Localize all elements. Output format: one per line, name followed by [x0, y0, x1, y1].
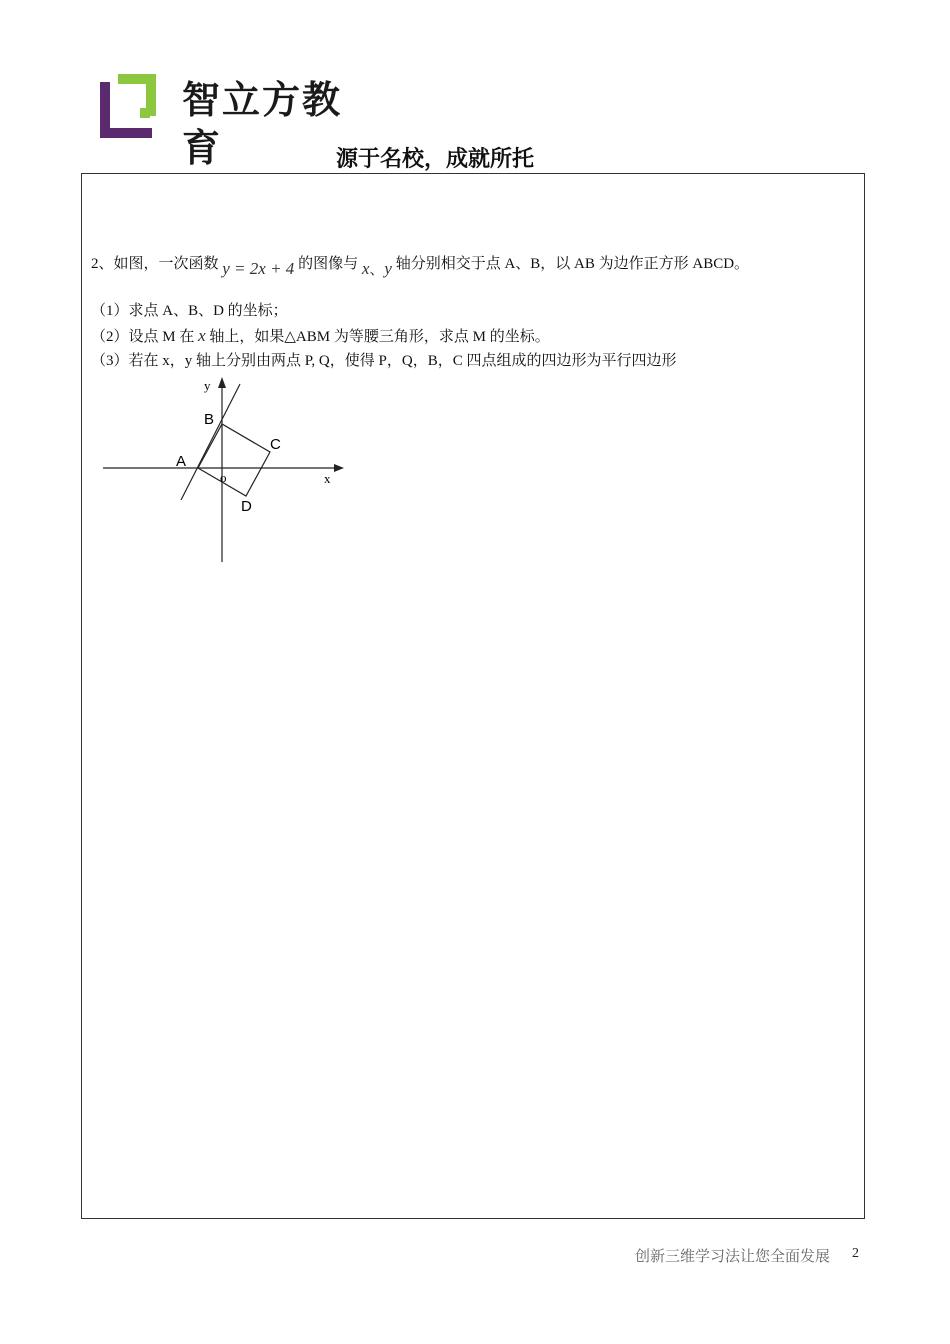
part2-prefix: （2）设点 M 在: [91, 329, 195, 345]
function-line: [181, 384, 240, 500]
axis-sep: 、: [369, 262, 385, 278]
formula: y = 2x + 4: [222, 259, 295, 278]
label-c: C: [270, 436, 281, 453]
intro-prefix: 2、如图，一次函数: [91, 256, 219, 272]
logo: [96, 70, 376, 170]
question-intro: [91, 252, 750, 278]
part2-var: x: [198, 326, 206, 345]
y-axis-arrow-icon: [218, 377, 226, 388]
x-axis-arrow-icon: [334, 464, 344, 472]
logo-mark-icon: [96, 70, 168, 142]
axis-var-y: y: [384, 259, 392, 278]
label-origin: o: [220, 470, 227, 485]
geometry-figure: [100, 372, 350, 567]
question-part-2: [91, 325, 550, 348]
label-b: B: [204, 411, 215, 428]
intro-suffix: 轴分别相交于点 A、B，以 AB 为边作正方形 ABCD。: [395, 256, 750, 272]
axis-var-x: x: [361, 259, 370, 278]
question-part-1: （1）求点 A、B、D 的坐标；: [91, 303, 288, 319]
label-d: D: [241, 498, 252, 515]
label-x: x: [324, 471, 331, 486]
part2-suffix: 轴上，如果△ABM 为等腰三角形，求点 M 的坐标。: [209, 329, 550, 345]
page-number: 2: [852, 1246, 859, 1261]
question-part-3: （3）若在 x，y 轴上分别由两点 P, Q，使得 P，Q，B，C 四点组成的四边形为平行四边形: [91, 353, 677, 369]
footer-slogan: 创新三维学习法让您全面发展: [634, 1247, 830, 1265]
logo-text: 智立方教育: [182, 78, 343, 170]
intro-mid: 的图像与: [298, 256, 359, 272]
square-abcd: [198, 424, 270, 496]
header-slogan: 源于名校，成就所托: [335, 147, 534, 172]
label-y: y: [204, 378, 211, 393]
label-a: A: [176, 453, 187, 470]
